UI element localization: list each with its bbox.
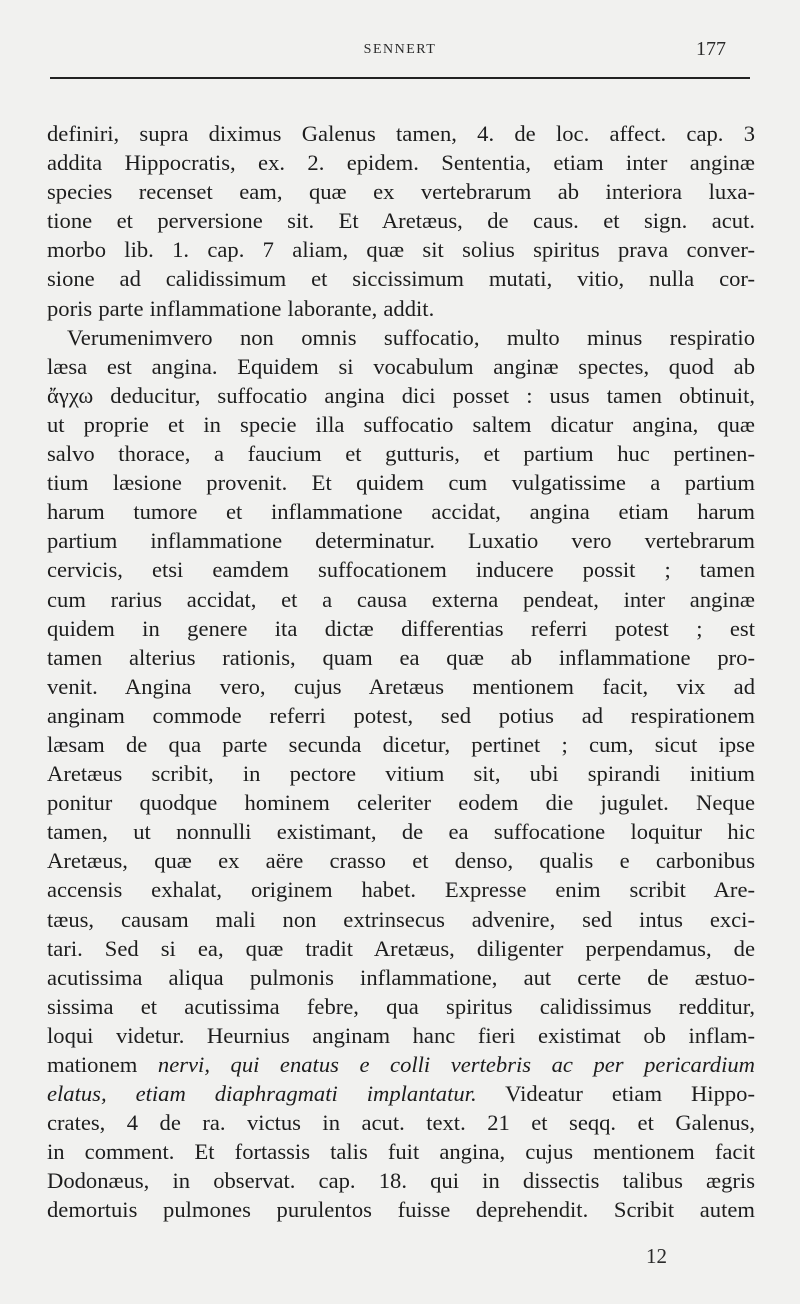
text-line: crates, 4 de ra. victus in acut. text. 21 et seqq. et Galenus, xyxy=(47,1110,755,1136)
text-line: sione ad calidissimum et siccissimum mutati, vitio, nulla cor- xyxy=(47,266,755,292)
text-line: poris parte inflammatione laborante, addit. xyxy=(47,295,435,321)
text-line: loqui videtur. Heurnius anginam hanc fieri existimat ob inflam- xyxy=(47,1022,755,1048)
roman-segment: Videatur etiam Hippo- xyxy=(476,1081,756,1107)
signature-mark: 12 xyxy=(646,1244,667,1268)
text-line: Aretæus scribit, in pectore vitium sit, ubi spirandi initium xyxy=(47,761,755,787)
text-line: tamen, ut nonnulli existimant, de ea suffocatione loquitur hic xyxy=(47,819,755,845)
text-line: cervicis, etsi eamdem suffocationem inducere possit ; tamen xyxy=(47,557,755,583)
text-line: tari. Sed si ea, quæ tradit Aretæus, diligenter perpendamus, de xyxy=(47,935,755,961)
text-line: quidem in genere ita dictæ differentias referri potest ; est xyxy=(47,615,755,641)
text-line: tium læsione provenit. Et quidem cum vulgatissime a partium xyxy=(47,470,755,496)
body-text xyxy=(47,119,755,1225)
roman-segment: mationem xyxy=(47,1052,158,1077)
text-line: salvo thorace, a faucium et gutturis, et partium huc pertinen- xyxy=(47,441,755,467)
text-line: cum rarius accidat, et a causa externa pendeat, inter anginæ xyxy=(47,586,755,612)
text-line: harum tumore et inflammatione accidat, angina etiam harum xyxy=(47,499,755,525)
italic-segment: nervi, qui enatus e colli vertebris ac per pericardium xyxy=(157,1052,755,1077)
text-line: addita Hippocratis, ex. 2. epidem. Sententia, etiam inter anginæ xyxy=(47,150,755,176)
text-line: tamen alterius rationis, quam ea quæ ab inflammatione pro- xyxy=(47,644,755,670)
text-line: Dodonæus, in observat. cap. 18. qui in dissectis talibus ægris xyxy=(47,1168,755,1194)
text-line: ponitur quodque hominem celeriter eodem die jugulet. Neque xyxy=(47,790,755,816)
text-line: species recenset eam, quæ ex vertebrarum ab interiora luxa- xyxy=(47,179,755,205)
page-number: 177 xyxy=(696,38,726,60)
running-head-title: SENNERT xyxy=(363,42,437,57)
text-line: tione et perversione sit. Et Aretæus, de caus. et sign. acut. xyxy=(47,208,755,234)
text-line: in comment. Et fortassis talis fuit angina, cujus mentionem facit xyxy=(47,1139,755,1165)
text-line: anginam commode referri potest, sed potius ad respirationem xyxy=(47,702,755,728)
text-line: sissima et acutissima febre, qua spiritus calidissimus redditur, xyxy=(47,993,755,1019)
text-line: tæus, causam mali non extrinsecus advenire, sed intus exci- xyxy=(47,906,755,932)
text-line: definiri, supra diximus Galenus tamen, 4. de loc. affect. cap. 3 xyxy=(47,121,755,146)
text-line: accensis exhalat, originem habet. Expresse enim scribit Are- xyxy=(47,877,755,903)
italic-segment: elatus, etiam diaphragmati implantatur. xyxy=(47,1081,477,1107)
text-line: acutissima aliqua pulmonis inflammatione, aut certe de æstuo- xyxy=(47,964,755,990)
text-line: Aretæus, quæ ex aëre crasso et denso, qualis e carbonibus xyxy=(47,848,755,874)
text-line: ut proprie et in specie illa suffocatio saltem dicatur angina, quæ xyxy=(47,411,755,437)
text-line: Verumenimvero non omnis suffocatio, multo minus respiratio xyxy=(67,324,755,350)
text-line: morbo lib. 1. cap. 7 aliam, quæ sit solius spiritus prava conver- xyxy=(47,237,755,263)
text-line-mixed xyxy=(47,1079,755,1108)
running-head xyxy=(0,38,800,62)
text-line: demortuis pulmones purulentos fuisse deprehendit. Scribit autem xyxy=(47,1197,755,1223)
text-line: læsa est angina. Equidem si vocabulum anginæ spectes, quod ab xyxy=(47,353,755,379)
text-line-mixed xyxy=(47,1050,755,1079)
text-line: ἄγχω deducitur, suffocatio angina dici posset : usus tamen obtinuit, xyxy=(47,382,755,408)
header-rule xyxy=(50,77,750,79)
text-line: partium inflammatione determinatur. Luxatio vero vertebrarum xyxy=(47,528,755,554)
text-line: læsam de qua parte secunda dicetur, pertinet ; cum, sicut ipse xyxy=(47,731,755,757)
text-line: venit. Angina vero, cujus Aretæus mentionem facit, vix ad xyxy=(47,673,755,699)
